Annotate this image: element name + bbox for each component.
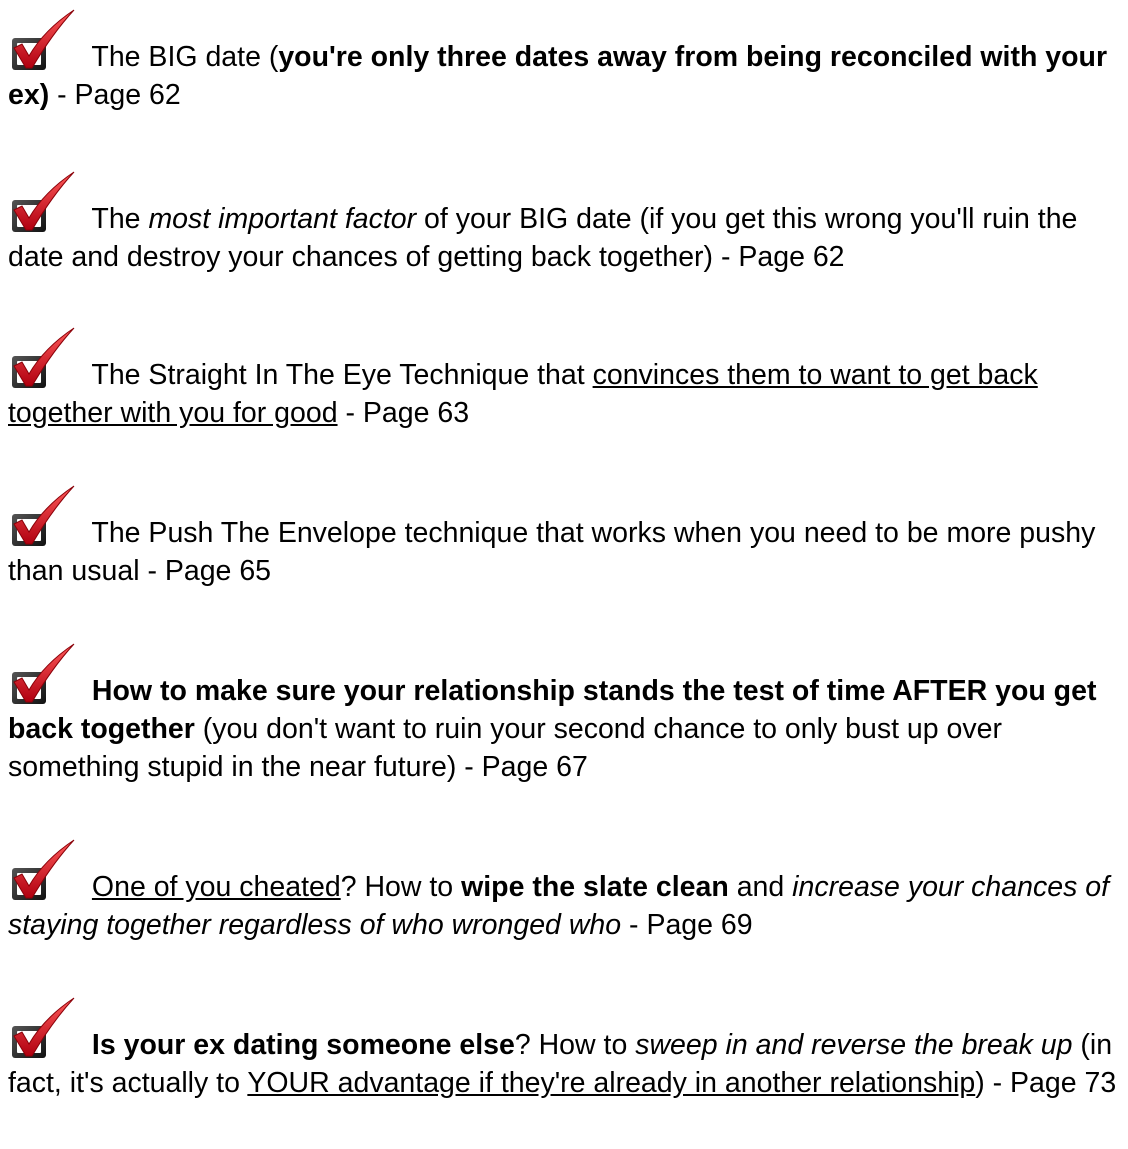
feature-text-bold: wipe the slate clean	[461, 871, 729, 903]
feature-text-normal: and	[728, 871, 793, 903]
feature-text-normal: - Page 69	[621, 909, 753, 941]
checkbox-checked-icon	[8, 170, 84, 236]
feature-text-normal: ) - Page 73	[975, 1067, 1117, 1099]
feature-item-3	[8, 326, 1120, 432]
feature-text-underline: YOUR advantage if they're already in another relationship	[247, 1067, 976, 1099]
feature-text-italic: sweep in and reverse the break up	[635, 1029, 1073, 1061]
feature-text-bold: How to make sure your relationship stands the test of time AFTER you get back together	[8, 675, 1097, 745]
feature-text-normal: The Push The Envelope technique that works when you need to be more pushy than usual - Page 65	[8, 517, 1096, 587]
feature-text-normal: The BIG date (	[91, 41, 279, 73]
feature-text-bold: Is your ex dating someone else	[91, 1029, 515, 1061]
feature-text-normal: of your BIG date (if you get this wrong you'll ruin the date and destroy your chances of getting back together) - Page 62	[8, 203, 1078, 273]
feature-text-italic: increase your chances of staying together regardless of who wronged who	[8, 871, 1110, 941]
feature-item-5	[8, 642, 1120, 786]
feature-text-normal: The Straight In The Eye Technique that	[91, 359, 593, 391]
feature-text-normal: (you don't want to ruin your second chance to only bust up over something stupid in the near future) - Page 67	[8, 713, 1002, 783]
feature-item-1	[8, 8, 1120, 114]
checkbox-checked-icon	[8, 996, 84, 1062]
feature-text-normal: (in fact, it's actually to	[8, 1029, 1113, 1099]
checkbox-checked-icon	[8, 642, 84, 708]
feature-text-normal: The	[91, 203, 149, 235]
feature-text-normal: - Page 63	[337, 397, 470, 429]
feature-item-4	[8, 484, 1120, 590]
feature-text-underline: convinces them to want to get back together with you for good	[8, 359, 1038, 429]
feature-item-7	[8, 996, 1120, 1102]
feature-text-italic: most important factor	[148, 203, 417, 235]
feature-item-6	[8, 838, 1120, 944]
feature-text-normal: ? How to	[340, 871, 462, 903]
feature-text-normal: - Page 62	[49, 79, 181, 111]
checkbox-checked-icon	[8, 8, 84, 74]
feature-text-normal: ? How to	[514, 1029, 636, 1061]
checkbox-checked-icon	[8, 838, 84, 904]
checkbox-checked-icon	[8, 484, 84, 550]
feature-item-2	[8, 170, 1120, 276]
feature-text-underline: One of you cheated	[91, 871, 341, 903]
feature-text-bold: you're only three dates away from being reconciled with your ex)	[8, 41, 1108, 111]
checkbox-checked-icon	[8, 326, 84, 392]
